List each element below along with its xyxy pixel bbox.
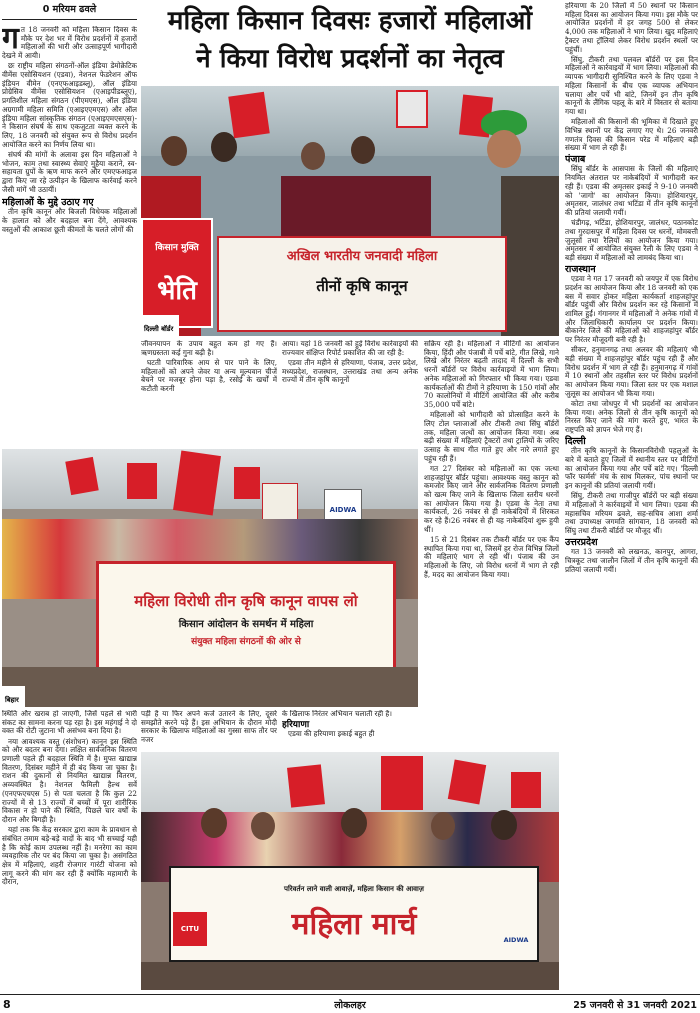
subhead-punjab: पंजाब [565,154,586,166]
col1-bottom-paragraph-2: नया आवश्यक वस्तु (संशोधन) कानून इस स्थिति को और बदतर बना देगा। लक्षित सार्वजनिक वितरण प्रणाली पहले ही बदहाल स्थिति में है। मुफ्त खाद्यान्न वितरण, दिसंबर महीने में ही बंद किया जा चुका है। राशन की दुकानों से नियमित खाद्यान्न वितरण, अव्यवस्थित है। नेशनल फैमिली हैल्थ सर्वे (एनएफएचएस 5) से पता चलता है कि कुल 22 राज्यों में से 13 राज्यों में बच्चों में पूरा शारीरिक विकास न हो पाने की स्थिति, पिछले चार वर्षों के दौरान और बिगड़ी है। [2,736,137,824]
banner-left [141,218,213,328]
column-1-bottom [2,710,137,992]
col5-paragraph-9: तीन कृषि कानूनों के किसानविरोधी पहलुओं के बारे में बताते हुए जिलों में स्थानीय स्तर पर मीटिंगों का आयोजन किया गया और पर्चे बांटे गए। 'दिल्ली फॉर फार्मर्स' मंच के साथ मिलकर, पांच स्थानों पर इन कानूनों की प्रतियां जलायी गयीं। [565,446,698,491]
flag [448,760,486,805]
photo-bihar [2,449,418,707]
headline-line-1: महिला किसान दिवसः हजारों महिलाओं [167,6,533,36]
banner-march-main: महिला मार्च [291,907,417,942]
flag [173,451,221,516]
subhead-haryana: हरियाणा [282,720,310,731]
publication-name: लोकलहर [334,1000,366,1011]
issue-date-range: 25 जनवरी से 31 जनवरी 2021 [573,1000,697,1011]
col2-paragraph-2: घटती पारिवारिक आय से पार पाने के लिए, महिलाओं को अपने जेवर या अन्य मूल्यवान चीजें बेचने पर मजबूर होना पड़ा है, रसोई के खर्चों में कटौती करनी [141,357,277,394]
placard-aidwa: AIDWA [329,506,357,514]
flag [511,772,541,808]
col3-paragraph-1: आया। यहां 18 जनवरी को हुई विरोध कार्रवाइयों की राज्यवार संक्षिप्त रिपोर्ट प्रकाशित की जा रही है: [282,340,418,357]
photo-caption-bihar [2,686,25,707]
col4-paragraph-2: महिलाओं को भागीदारी को प्रोत्साहित करने के लिए टोल प्लाजाओं और टीकरी तथा सिंघु बॉर्डरों तक, महिला जत्थों का आयोजन किया गया। अब बढ़ी संख्या में महिलाएं ट्रैक्टरों तथा ट्रालियों के जरिए उत्साह के साथ गीत गाते हुए और नारे लगाते हुए पहुंच रही हैं। [424,410,559,463]
col5-paragraph-11: गत 13 जनवरी को लखनऊ, कानपुर, आगरा, चित्रकूट तथा जालौन जिलों में तीन कृषि कानूनों की प्रतियां जलायी गयीं। [565,547,698,574]
col4-paragraph-4: 15 से 21 दिसंबर तक टीकरी बॉर्डर पर एक कैंप स्थापित किया गया था, जिसमें हर रोज विभिन्न जिलों की महिलाएं भाग ले रही थीं। पंजाब की उन महिलाओं के लिए, जो विरोध धरनों में भाग ले रही हैं, मदद का आयोजन किया गया। [424,534,559,579]
intro-paragraph-2: छः राष्ट्रीय महिला संगठनों-ऑल इंडिया डेमोक्रेटिक वीमेंस एसोसियशन (एडवा), नेशनल फेडरेशन ऑफ इंडियन वीमेन (एनएफआइडब्लू), ऑल इंडिया प्रोग्रेसिव वीमेंस एसोसियशन (एआइपीडब्लूए), प्रगतिशील महिला संगठन (पीएमएस), ऑल इंडिया अग्रगामी महिला समिति (एआइएएमएस) और ऑल इंडिया महिला सांस्कृतिक संगठन (एआइएमएसएस)-ने किसान संघर्ष के साथ एकजुटता व्यक्त करने के लिए, 18 जनवरी को संयुक्त रूप से विरोध प्रदर्शन आयोजित करने का निर्णय लिया था। [2,61,137,149]
subhead-issues: महिलाओं के मुद्दे उठाए गए [2,197,94,209]
headline-line-2: ने किया विरोध प्रदर्शनों का नेतृत्व [196,44,504,74]
intro-lead: त 18 जनवरी को महिला किसान दिवस के मौके पर देश भर में विरोध प्रदर्शनों में हजारों महिलाओं की भारी और उत्साहपूर्ण भागीदारी देखने में आयी। [2,26,137,61]
col5-paragraph-8: कोटा तथा जोधपुर में भी प्रदर्शनों का आयोजन किया गया। अनेक जिलों से तीन कृषि कानूनों को निरस्त किए जाने की मांग करते हुए, भारत के राष्ट्रपति को ज्ञापन भेजे गए हैं। [565,399,698,435]
citu-logo [173,912,207,946]
caption-text: बिहार [5,696,19,704]
flag [234,467,260,499]
dropcap: ग [2,26,19,56]
col1-bottom-paragraph-3: यहां तक कि केंद्र सरकार द्वारा काम के प्रावधान से संबंधित तमाम बड़े-बड़े वादों के बाद भी सच्चाई यही है कि कोई काम उपलब्ध नहीं है। मनरेगा का काम व्यवहारिक तौर पर बंद किया जा चुका है। असंगठित क्षेत्र में महिलाएं, शहरी रोजगार गारंटी योजना को लागू करने की मांग कर रही हैं क्योंकि महामारी के दौरान, [2,825,137,887]
banner-left-text: भेति [157,275,197,306]
col3-paragraph-2: एडवा तीन महीने से हरियाणा, पंजाब, उत्तर प्रदेश, मध्यप्रदेश, राजस्थान, उत्तराखंड तथा अन्य अनेक राज्यों में तीन कृषि कानूनों [282,357,418,385]
banner-main-bottom-text: तीनों कृषि कानून [316,277,408,295]
issues-paragraph: तीन कृषि कानून और बिजली विधेयक महिलाओं के हालात को और बदहाल बना देंगे, आवश्यक वस्तुओं की आकाश छूती कीमतों के चलते लोगों की [2,207,137,234]
banner-left-top-text: किसान मुक्ति [155,242,199,253]
flag [381,756,423,810]
byline [2,2,137,20]
photo-mahila-march [141,752,559,990]
flag [396,90,428,128]
column-2-top [141,340,277,448]
subhead-rajasthan: राजस्थान [565,264,596,276]
aidwa-logo [497,914,535,944]
citu-logo-text: CITU [180,925,200,933]
col5-paragraph-1: हरियाणा के 20 जिलों में 50 स्थानों पर किसान महिला दिवस का आयोजन किया गया। इस मौके पर आयोजित प्रदर्शनों में हर जगह 500 से लेकर 4,000 तक महिलाओं ने भाग लिया। खुद महिलाएं ट्रैक्टर तथा ट्रॉलियां लेकर विरोध प्रदर्शन स्थलों पर पहुंचीं। [565,2,698,54]
col4-paragraph-1: सक्रिय रही है। महिलाओं ने मीटिंगों का आयोजन किया, हिंदी और पंजाबी में पर्चे बांटे, गीत लिखे, गाने लिखे और निरंतर बढ़ती तादाद में दिल्ली के सभी धरनों बॉर्डरों पर विरोध कार्रवाइयों में भाग लिया। अनेक महिलाओं को गिरफ्तार भी किया गया। एडवा कार्यकर्ताओं की टीमों ने हरियाणा के 150 गांवों और 70 कालोनियों में मीटिंगें आयोजित कीं और करीब 35,000 पर्चे बांटे। [424,340,559,409]
intro-column [2,26,137,430]
col3-middle-paragraph-2: एडवा की हरियाणा इकाई बहुत ही [288,729,375,739]
flag [127,463,157,499]
page-number: 8 [3,998,11,1011]
flag [228,92,269,139]
banner-bihar-sub: किसान आंदोलन के समर्थन में महिला [178,618,314,630]
col5-paragraph-6: एडवा ने गत 17 जनवरी को जयपुर में एक विरोध प्रदर्शन का आयोजन किया और 18 जनवरी को एक बस में सवार होकर महिला कार्यकर्ता शाहजहांपुर बॉर्डर पहुंचीं और विरोध प्रदर्शन कर रहे किसानों में शामिल हुईं। गंगानगर में महिलाओं ने अनेक गांवों में और जिलाधिकारी कार्यालय पर प्रदर्शन किया। बीकानेर जिले की महिलाओं को शाहजहांपुर बॉर्डर पर निरंतर मौजूदगी बनी रही है। [565,274,698,345]
flag [65,457,98,495]
headline [141,2,559,84]
aidwa-logo-text: AIDWA [503,936,529,944]
col2-middle-paragraph: पड़ी है या फिर अपने कर्ज उतारने के लिए, दूसरे समझौते करने पड़े हैं। इस अभियान के दौरान मोदी सरकार के खिलाफ महिलाओं का गुस्सा साफ तौर पर नजर [141,710,277,745]
banner-main-top-text: अखिल भारतीय जनवादी महिला [286,249,438,264]
banner-bihar-main: महिला विरोधी तीन कृषि कानून वापस लो [134,591,358,610]
footer [0,994,700,1013]
column-4 [424,340,559,706]
col2-paragraph-1: जीवनयापन के उपाय बहुत कम हो गए हैं। ऋणग्रस्तता कई गुना बढ़ी है। [141,340,277,357]
col4-paragraph-3: गत 27 दिसंबर को महिलाओं का एक जत्था शाहजहांपुर बॉर्डर पहुंचा। आवश्यक वस्तु कानून को कमजोर किए जाने और सार्वजनिक वितरण प्रणाली को खत्म किए जाने के खिलाफ जिला स्तरीय धरनों का आयोजन किया गया है। एडवा के नेता तथा कार्यकर्ता, 26 नवंबर से ही नाकेबंदियों में शिरकत कर रहे हैं।26 नवंबर से ही यह नाकेबंदियां शुरू हुयी थीं। [424,463,559,534]
col3-middle-paragraph-1: के खिलाफ निरंतर अभियान चलाती रही है। [282,710,392,718]
column-5 [565,2,698,990]
banner-march-top: परिवर्तन लाने वाली आवाज़ें, महिला किसान की आवाज़ [283,885,425,893]
subhead-uttar-pradesh: उत्तरप्रदेश [565,537,598,549]
col5-paragraph-4: सिंघु बॉर्डर के आसपास के जिलों की महिलाएं नियमित अंतराल पर नाकेबंदियों में भागीदारी कर रही हैं। एडवा की अमृतसर इकाई ने 9-10 जनवरी को 'जागो' का आयोजन किया। होशियारपुर, अमृतसर, जालंधर तथा भटिंडा में तीन कृषि कानूनों की प्रतियां जलायी गयीं। [565,164,698,217]
flag [287,764,325,807]
banner-bihar-foot: संयुक्त महिला संगठनों की ओर से [191,636,301,647]
subhead-delhi: दिल्ली [565,436,586,448]
col5-paragraph-7: सीकर, हनुमानगढ़ तथा अलवर की महिलाएं भी बड़ी संख्या में शाहजहांपुर बॉर्डर पहुंच रही हैं और विरोध प्रदर्शन में भाग ले रही हैं। हनुमानगढ़ में गांवों में 10 स्थानों और तहसील स्तर पर विरोध प्रदर्शनों का आयोजन किया गया। जिला स्तर पर एक मशाल जुलूस का आयोजन भी किया गया। [565,345,698,398]
banner-bihar [96,561,396,677]
col5-paragraph-5: चंडीगढ़, भटिंडा, होशियारपुर, जालंधर, पठानकोट तथा गुरदासपुर में महिला दिवस पर धरनों, मोमबत्ती जुलूसों तथा रैलियों का आयोजन किया गया। अमृतसर में आयोजित संयुक्त रैली के लिए एडवा ने बड़ी संख्या में महिलाओं को लामबंद किया था। [565,218,698,262]
photo-delhi-border [141,86,559,336]
col5-paragraph-10: सिंघु, टीकरी तथा गाजीपुर बॉर्डरों पर बड़ी संख्या में महिलाओं ने कार्रवाइयों में भाग लिया। एडवा की महासचिव मरियम ढवले, सह-सचिव आशा शर्मा तथा उपाध्यक्ष जगमति सांगवान, 18 जनवरी को सिंघु तथा टीकरी बॉर्डरों पर मौजूद थीं। [565,491,698,536]
photo-caption-delhi [141,315,179,336]
column-3-top [282,340,418,448]
caption-text: दिल्ली बॉर्डर [144,325,174,333]
byline-text: 0 मरियम ढवले [42,4,97,15]
col1-bottom-paragraph-1: स्थिति और खराब हो जाएगी, जिसें पहले से भारी संकट का सामना करना पड़ रहा है। इस महंगाई ने दो वक्त की रोटी जुटाना भी असंभव बना दिया है। [2,710,137,736]
col5-paragraph-3: महिलाओं की किसानों की भूमिका में दिखाते हुए विभिन्न स्थानों पर केंद्र लगाए गए थे। 26 जनवरी गणतंत्र दिवस की किसान परेड में महिलाएं बड़ी संख्या में भाग ले रही हैं। [565,117,698,153]
banner-main [217,236,507,332]
col5-paragraph-2: सिंघु, टीकरी तथा पलवल बॉर्डरों पर इस दिन महिलाओं ने कार्रवाइयों में भाग लिया। महिलाओं की व्यापक भागीदारी सुनिश्चित करने के लिए एडवा ने महिला किसानों के बीच एक व्यापक अभियान चलाया और पर्चे भी बांटे, जिनमें इन तीन कृषि कानूनों के लैंगिक पहलू के बारे में विस्तार से बताया गया था। [565,54,698,116]
banner-mahila-march [169,866,539,962]
intro-paragraph-3: संघर्ष की मांगों के अलावा इस दिन महिलाओं ने भोजन, काम तथा स्वास्थ्य सेवाएं मुहैया कराने, स्व-सहायता ग्रुपों के ऋण माफ करने और एमएफआइज द्वारा किए जा रहे उत्पीड़न के खिलाफ कार्रवाई करने जैसी मांगें भी उठायीं। [2,149,137,194]
column-2-middle [141,710,277,750]
column-3-middle [282,710,418,750]
